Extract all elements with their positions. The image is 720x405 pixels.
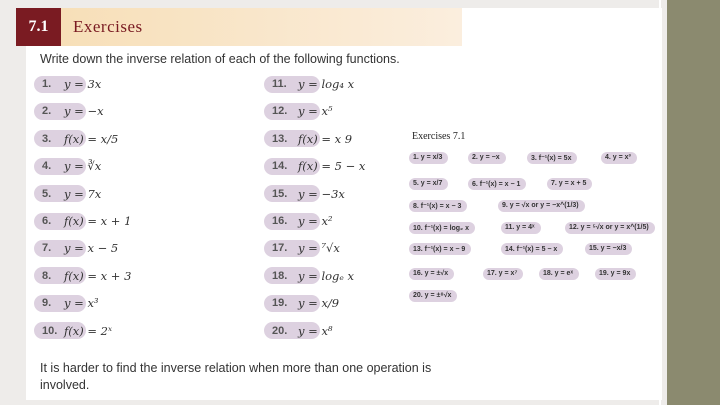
answer-label: 7. y = x + 5 (547, 178, 592, 190)
answer-item (565, 221, 655, 234)
exercise-number: 15. (264, 185, 320, 202)
answers-heading: Exercises 7.1 (412, 131, 466, 142)
exercise-item (34, 267, 131, 285)
answer-label: 6. f⁻¹(x) = x − 1 (468, 178, 526, 190)
exercise-number: 7. (34, 240, 86, 257)
exercise-item (34, 212, 131, 230)
exercise-number: 3. (34, 130, 86, 147)
answer-label: 15. y = −x/3 (585, 243, 632, 255)
exercise-item (264, 212, 333, 230)
exercise-item (264, 185, 345, 203)
exercise-number: 18. (264, 267, 320, 284)
answer-item (601, 151, 637, 164)
exercise-equation: y = log₄ x (298, 77, 355, 91)
answer-item (468, 151, 506, 164)
answer-label: 8. f⁻¹(x) = x − 3 (409, 200, 467, 212)
answer-item (498, 199, 585, 212)
exercise-number: 6. (34, 213, 86, 230)
exercise-number: 13. (264, 130, 320, 147)
right-sidebar (667, 0, 720, 405)
answer-item (409, 199, 467, 212)
exercise-number: 5. (34, 185, 86, 202)
exercise-number: 1. (34, 76, 86, 93)
answer-item (409, 151, 448, 164)
exercise-equation: f(x) = 5 − x (298, 159, 366, 174)
answer-item (501, 242, 563, 255)
exercise-item (264, 157, 365, 175)
section-header (16, 8, 462, 46)
exercise-item (34, 130, 118, 148)
exercise-equation: y = x² (298, 214, 333, 228)
exercise-item (34, 294, 99, 312)
answer-label: 17. y = x⁷ (483, 268, 523, 280)
exercise-equation: f(x) = x + 3 (64, 268, 132, 283)
answer-item (483, 267, 523, 280)
exercise-equation: y = 3x (64, 77, 102, 91)
exercise-number: 16. (264, 213, 320, 230)
answer-label: 3. f⁻¹(x) = 5x (527, 152, 577, 164)
answers-box (403, 125, 661, 307)
exercise-number: 9. (34, 295, 86, 312)
exercise-number: 17. (264, 240, 320, 257)
answer-item (547, 177, 592, 190)
exercise-equation: y = 7x (64, 186, 102, 201)
answer-item (409, 289, 457, 302)
exercise-item (264, 322, 333, 340)
answer-item (501, 221, 541, 234)
exercise-item (264, 75, 354, 93)
exercise-equation: f(x) = x 9 (298, 131, 353, 146)
footer-text: It is harder to find the inverse relation when more than one operation is involved. (40, 361, 432, 392)
answer-label: 19. y = 9x (595, 268, 636, 280)
section-number: 7.1 (16, 8, 61, 46)
exercise-equation: y = x⁵ (298, 104, 333, 119)
exercise-item (34, 185, 101, 203)
answer-item (409, 242, 471, 255)
answer-item (539, 267, 579, 280)
exercise-number: 11. (264, 76, 320, 93)
answer-label: 20. y = ±⁸√x (409, 290, 457, 302)
answer-label: 14. f⁻¹(x) = 5 − x (501, 243, 563, 255)
answer-item (595, 267, 636, 280)
exercise-number: 12. (264, 103, 320, 120)
exercise-equation: f(x) = x + 1 (64, 214, 132, 228)
exercise-number: 8. (34, 267, 86, 284)
exercise-equation: f(x) = 2ˣ (64, 323, 113, 338)
exercise-item (264, 102, 333, 120)
exercise-equation: y = −3x (298, 186, 345, 201)
answer-item (585, 242, 632, 255)
answer-label: 18. y = eˣ (539, 268, 579, 280)
exercise-equation: f(x) = x/5 (64, 131, 119, 146)
answer-label: 4. y = x³ (601, 152, 637, 164)
answer-label: 13. f⁻¹(x) = x − 9 (409, 243, 471, 255)
exercise-number: 10. (34, 322, 86, 339)
exercise-equation: y = x − 5 (64, 241, 119, 256)
exercise-item (264, 294, 339, 312)
exercise-item (34, 322, 112, 340)
answer-item (409, 177, 448, 190)
exercise-number: 20. (264, 322, 320, 339)
exercise-item (264, 239, 340, 257)
answer-label: 16. y = ±√x (409, 268, 454, 280)
exercise-item (34, 75, 101, 93)
exercise-number: 4. (34, 158, 86, 175)
answer-item (409, 267, 454, 280)
answer-label: 1. y = x/3 (409, 152, 448, 164)
answer-label: 5. y = x/7 (409, 178, 448, 190)
answer-item (527, 151, 577, 164)
answer-label: 11. y = 4ˣ (501, 222, 541, 234)
exercise-equation: y = x⁸ (298, 323, 333, 338)
exercise-equation: y = ⁷√x (298, 241, 340, 256)
answer-label: 12. y = ⁵√x or y = x^(1/5) (565, 222, 655, 234)
exercise-item (34, 102, 104, 120)
exercise-number: 14. (264, 158, 320, 175)
answer-label: 10. f⁻¹(x) = log₂ x (409, 222, 475, 234)
exercise-equation: y = x/9 (298, 296, 340, 311)
answer-item (468, 177, 526, 190)
exercise-equation: y = logₑ x (298, 268, 355, 283)
section-title: Exercises (61, 8, 462, 46)
exercise-item (34, 157, 101, 175)
exercise-item (264, 267, 354, 285)
exercise-equation: y = −x (64, 104, 104, 119)
answer-label: 2. y = −x (468, 152, 506, 164)
exercise-number: 19. (264, 295, 320, 312)
exercise-item (34, 239, 118, 257)
exercise-item (264, 130, 352, 148)
answer-label: 9. y = √x or y = −x^(1/3) (498, 200, 585, 212)
exercise-equation: y = x³ (64, 296, 99, 311)
answer-item (409, 221, 475, 234)
exercise-number: 2. (34, 103, 86, 120)
instruction-text: Write down the inverse relation of each of the following functions. (40, 52, 400, 66)
exercise-equation: y = ∛x (64, 159, 102, 174)
